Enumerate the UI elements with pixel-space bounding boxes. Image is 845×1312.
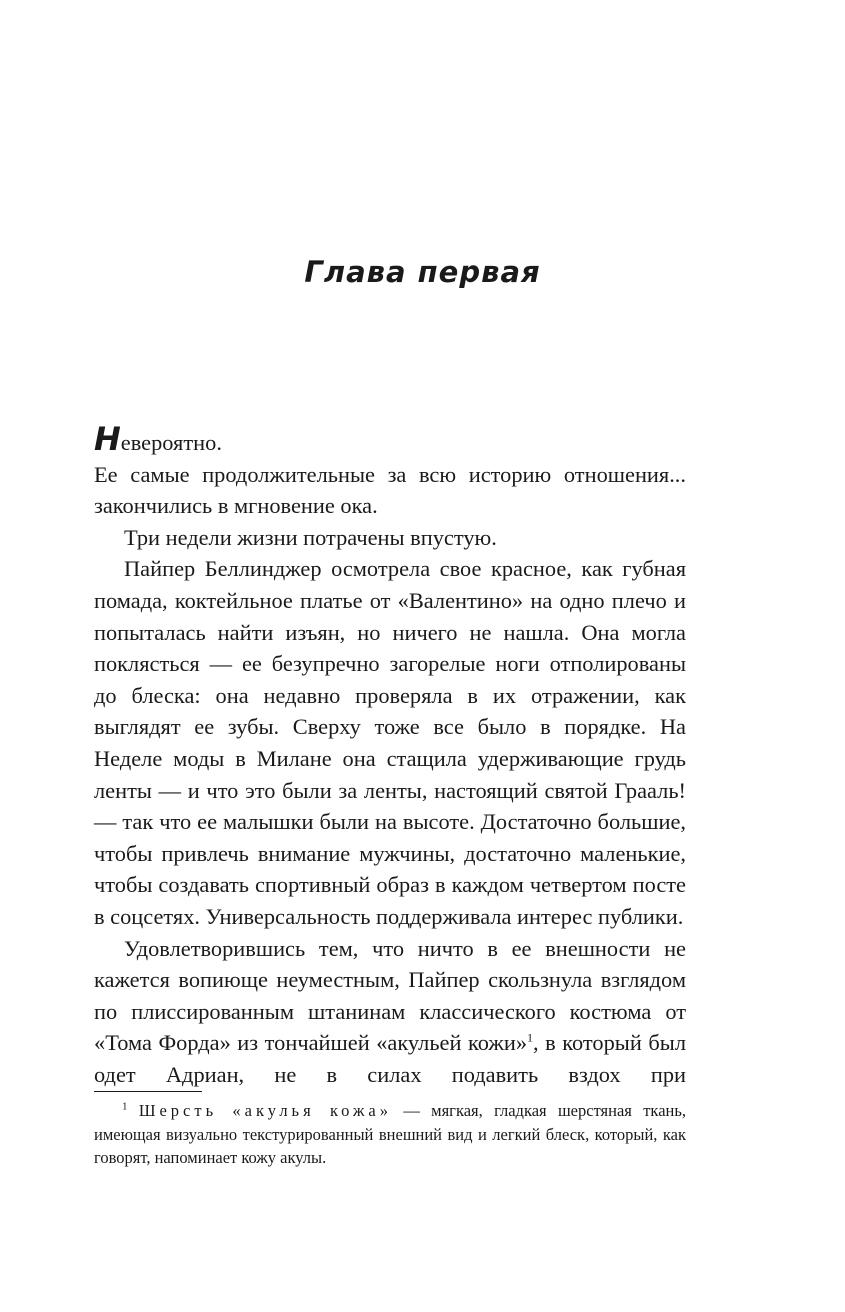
- paragraph-5-text-a: Удовлетворившись тем, что ничто в ее внешности не кажется вопиюще неуместным, Пайпер скользнула взглядом по плиссированным штанинам классического костюма от «Тома Форда» из тончайшей «акульей кожи»: [94, 935, 686, 1056]
- footnote-text: — мягкая, гладкая шерстяная ткань, имеющая визуально текстурированный внешний вид и легкий блеск, который, как говорят, напоминает кожу акулы.: [94, 1101, 686, 1167]
- paragraph-2: Ее самые продолжительные за всю историю отношения... закончились в мгновение ока.: [94, 461, 686, 519]
- paragraph-1-text: евероятно.: [120, 430, 222, 455]
- paragraph-5: [94, 933, 686, 1091]
- footnote-paragraph: [94, 1099, 686, 1170]
- footnote-mark: 1: [122, 1100, 128, 1113]
- paragraph-1: [94, 420, 686, 459]
- paragraph-4: Пайпер Беллинджер осмотрела свое красное, как губная помада, коктейльное платье от «Валентино» на одно плечо и попыталась найти изъян, но ничего не нашла. Она могла поклясться — ее безупречно загорелые ноги отполированы до блеска: она недавно проверяла в их отражении, как выглядят ее зубы. Сверху тоже все было в порядке. На Неделе моды в Милане она стащила удерживающие грудь ленты — и что это были за ленты, настоящий святой Грааль! — так что ее малышки были на высоте. Достаточно большие, чтобы привлечь внимание мужчины, достаточно маленькие, чтобы создавать спортивный образ в каждом четвертом посте в соцсетях. Универсальность поддерживала интерес публики.: [94, 556, 686, 929]
- body-text: [94, 420, 686, 1090]
- paragraph-3: Три недели жизни потрачены впустую.: [124, 524, 497, 550]
- footnote: [94, 1099, 686, 1170]
- chapter-title: Глава первая: [304, 255, 541, 289]
- footnote-divider: [94, 1091, 202, 1092]
- footnote-reference[interactable]: 1: [527, 1030, 534, 1045]
- footnote-term: Шерсть «акулья кожа»: [138, 1101, 392, 1120]
- paragraph-5-text-b: , в который был одет Адриан, не в силах подавить вздох при: [94, 1030, 686, 1087]
- dropcap-letter: Н: [94, 420, 121, 458]
